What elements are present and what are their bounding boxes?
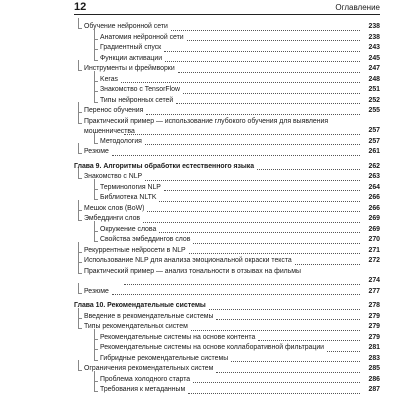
toc-entry-title: Глава 10. Рекомендательные системы: [74, 302, 206, 309]
toc-entry[interactable]: [74, 64, 380, 75]
toc-entry-page: 266: [368, 204, 380, 212]
tree-line: [78, 263, 79, 273]
toc-entry[interactable]: [74, 85, 380, 96]
toc-entry-title: Анатомия нейронной сети: [100, 33, 184, 41]
tree-line: [78, 283, 79, 293]
toc-entry[interactable]: [74, 75, 380, 86]
tree-line: [94, 29, 95, 39]
toc-entry-page: 248: [368, 75, 380, 83]
toc-entry[interactable]: [74, 343, 380, 354]
running-title: Оглавление: [335, 3, 380, 12]
tree-line: [78, 113, 79, 123]
leader-dots: [159, 201, 360, 202]
toc-entry[interactable]: [74, 267, 380, 287]
toc-entry-title: Эмбеддинги слов: [84, 215, 141, 222]
toc-entry-page: 279: [368, 323, 380, 330]
toc-entry-page: 263: [368, 173, 380, 180]
tree-line: [94, 350, 95, 360]
toc-chapter[interactable]: [74, 162, 380, 173]
toc-entry-page: 257: [368, 137, 380, 145]
toc-entry[interactable]: [74, 193, 380, 204]
tree-line: [94, 189, 95, 199]
toc-entry-page: 245: [368, 54, 380, 62]
leader-dots: [193, 243, 360, 244]
leader-dots: [191, 330, 360, 331]
tree-connector: [94, 360, 98, 361]
toc-entry[interactable]: [74, 96, 380, 107]
toc-entry-title: Рекомендательные системы на основе контента: [100, 333, 256, 341]
leader-dots: [216, 319, 360, 320]
toc-entry-page: 255: [368, 107, 380, 114]
tree-line: [94, 231, 95, 241]
toc-entry[interactable]: [74, 312, 380, 323]
leader-dots: [171, 30, 360, 31]
toc-entry-title: Типы нейронных сетей: [100, 96, 174, 104]
toc-entry-title: Рекуррентные нейросети в NLP: [84, 246, 186, 254]
tree-line: [94, 39, 95, 49]
toc-entry-title: Использование NLP для анализа эмоциональной окраски текста: [84, 257, 292, 264]
toc-entry-title: Терминология NLP: [100, 183, 161, 191]
leader-dots: [258, 340, 360, 341]
tree-connector: [94, 241, 98, 242]
tree-connector: [78, 220, 82, 221]
tree-connector: [78, 370, 82, 371]
toc-entry[interactable]: [74, 137, 380, 148]
toc-entry-title: Градиентный спуск: [100, 44, 162, 51]
toc-entry-page: 278: [368, 302, 380, 309]
tree-line: [78, 242, 79, 252]
leader-dots: [187, 40, 360, 41]
toc-entry[interactable]: [74, 225, 380, 236]
leader-dots: [124, 134, 360, 135]
tree-line: [94, 339, 95, 349]
toc-entry-page: 270: [368, 236, 380, 243]
tree-line: [94, 92, 95, 102]
toc-entry-title: Практический пример — использование глубокого обучения для выявления мошенничества: [84, 117, 329, 135]
toc-entry-page: 264: [368, 183, 380, 191]
leader-dots: [164, 51, 360, 52]
toc-entry[interactable]: [74, 375, 380, 386]
tree-line: [78, 168, 79, 178]
tree-line: [94, 71, 95, 81]
tree-connector: [94, 60, 98, 61]
tree-line: [94, 221, 95, 231]
toc-entry-title: Введение в рекомендательные системы: [84, 312, 214, 320]
toc-entry[interactable]: [74, 106, 380, 117]
leader-dots: [176, 103, 360, 104]
toc-entry-page: 261: [368, 148, 380, 155]
toc-entry[interactable]: [74, 235, 380, 246]
toc-entry-title: Методология: [100, 137, 142, 145]
toc-entry-title: Инструменты и фреймворки: [84, 65, 175, 72]
toc-entry-page: 277: [368, 287, 380, 295]
leader-dots: [145, 180, 360, 181]
toc-entry[interactable]: [74, 333, 380, 344]
toc-entry-title: Гибридные рекомендательные системы: [100, 354, 229, 362]
tree-connector: [78, 328, 82, 329]
toc-entry-page: 238: [368, 23, 380, 30]
toc-entry-title: Требования к метаданным: [100, 386, 186, 393]
leader-dots: [146, 114, 360, 115]
toc-entry-title: Окружение слова: [100, 225, 157, 233]
toc-entry[interactable]: [74, 246, 380, 257]
toc-entry-title: Знакомство с TensorFlow: [100, 86, 180, 93]
toc-entry-page: 266: [368, 194, 380, 201]
toc-entry[interactable]: [74, 43, 380, 54]
tree-line: [94, 381, 95, 391]
tree-line: [78, 102, 79, 112]
toc-entry[interactable]: [74, 147, 380, 158]
toc-entry[interactable]: [74, 354, 380, 365]
toc-entry-title: Keras: [100, 75, 119, 83]
leader-dots: [231, 361, 360, 362]
toc-entry-title: Практический пример — анализ тональности в отзывах на фильмы: [84, 267, 301, 275]
toc-entry[interactable]: [74, 117, 380, 137]
toc-entry-page: 247: [368, 65, 380, 72]
toc-entry-page: 285: [368, 365, 380, 372]
toc-entry-title: Проблема холодного старта: [100, 375, 191, 383]
tree-line: [78, 252, 79, 262]
toc-entry[interactable]: [74, 54, 380, 65]
toc-entry-page: 274: [368, 277, 380, 284]
tree-connector: [78, 28, 82, 29]
toc-entry-page: 262: [368, 162, 380, 170]
leader-dots: [257, 169, 360, 170]
tree-connector: [78, 178, 82, 179]
toc-entry-title: Библиотека NLTK: [100, 194, 157, 201]
toc-entry-title: Типы рекомендательных систем: [84, 323, 188, 330]
tree-connector: [78, 123, 82, 124]
toc-entry-page: 287: [368, 386, 380, 393]
tree-line: [78, 318, 79, 328]
leader-dots: [145, 144, 360, 145]
leader-dots: [295, 264, 360, 265]
toc-entry-page: 252: [368, 96, 380, 104]
leader-dots: [327, 351, 360, 352]
leader-dots: [183, 93, 360, 94]
leader-dots: [178, 72, 360, 73]
tree-line: [94, 179, 95, 189]
leader-dots: [165, 61, 360, 62]
leader-dots: [112, 155, 360, 156]
toc-entry[interactable]: [74, 33, 380, 44]
tree-line: [94, 371, 95, 381]
toc-entry[interactable]: [74, 364, 380, 375]
tree-line: [94, 329, 95, 339]
toc-entry[interactable]: [74, 214, 380, 225]
toc-entry-page: 279: [368, 312, 380, 320]
toc-entry-title: Обучение нейронной сети: [84, 23, 168, 30]
toc-entry[interactable]: [74, 172, 380, 183]
toc-entry-page: 251: [368, 86, 380, 93]
tree-connector: [78, 293, 82, 294]
leader-dots: [112, 294, 360, 295]
toc-entry-page: 243: [368, 44, 380, 51]
tree-line: [78, 60, 79, 70]
tree-line: [78, 143, 79, 153]
toc-entry-page: 269: [368, 215, 380, 222]
tree-line: [78, 210, 79, 220]
toc-entry[interactable]: [74, 256, 380, 267]
leader-dots: [209, 309, 360, 310]
leader-dots: [147, 211, 360, 212]
toc-entry-title: Резюме: [84, 148, 109, 155]
tree-line: [94, 50, 95, 60]
leader-dots: [143, 222, 360, 223]
leader-dots: [193, 382, 360, 383]
toc-entry-page: 279: [368, 333, 380, 341]
toc-entry[interactable]: [74, 183, 380, 194]
tree-connector: [78, 273, 82, 274]
tree-line: [78, 308, 79, 318]
tree-line: [78, 18, 79, 28]
toc-entry-page: 286: [368, 375, 380, 383]
table-of-contents: [74, 22, 380, 396]
tree-line: [94, 81, 95, 91]
toc-entry-title: Свойства эмбеддингов слов: [100, 236, 191, 243]
toc-entry-page: 271: [368, 246, 380, 254]
tree-line: [94, 133, 95, 143]
toc-entry-page: 257: [368, 127, 380, 134]
leader-dots: [216, 372, 360, 373]
toc-entry[interactable]: [74, 287, 380, 298]
toc-entry[interactable]: [74, 322, 380, 333]
tree-connector: [94, 102, 98, 103]
toc-entry[interactable]: [74, 385, 380, 396]
leader-dots: [164, 190, 360, 191]
tree-connector: [78, 153, 82, 154]
leader-dots: [121, 82, 360, 83]
tree-connector: [94, 391, 98, 392]
page-number: 12: [74, 1, 87, 13]
toc-chapter[interactable]: [74, 301, 380, 312]
leader-dots: [124, 284, 360, 285]
tree-line: [78, 200, 79, 210]
toc-entry-title: Резюме: [84, 287, 109, 295]
toc-entry-title: Ограничения рекомендательных систем: [84, 365, 214, 372]
toc-entry-title: Рекомендательные системы на основе коллаборативной фильтрации: [100, 344, 325, 351]
leader-dots: [159, 232, 360, 233]
leader-dots: [188, 393, 360, 394]
leader-dots: [189, 253, 360, 254]
toc-entry-page: 272: [368, 257, 380, 264]
tree-line: [78, 360, 79, 370]
tree-connector: [94, 199, 98, 200]
toc-entry-page: 238: [368, 33, 380, 41]
toc-entry[interactable]: [74, 22, 380, 33]
tree-connector: [78, 70, 82, 71]
toc-entry-title: Перенос обучения: [84, 107, 144, 114]
header-rule: [74, 14, 380, 15]
toc-entry[interactable]: [74, 204, 380, 215]
tree-connector: [94, 143, 98, 144]
toc-entry-page: 283: [368, 354, 380, 362]
toc-entry-title: Функции активации: [100, 54, 163, 62]
toc-entry-title: Знакомство с NLP: [84, 173, 143, 180]
toc-entry-title: Мешок слов (BoW): [84, 204, 145, 212]
toc-entry-title: Глава 9. Алгоритмы обработки естественного языка: [74, 162, 255, 170]
toc-entry-page: 281: [368, 344, 380, 351]
toc-entry-page: 269: [368, 225, 380, 233]
